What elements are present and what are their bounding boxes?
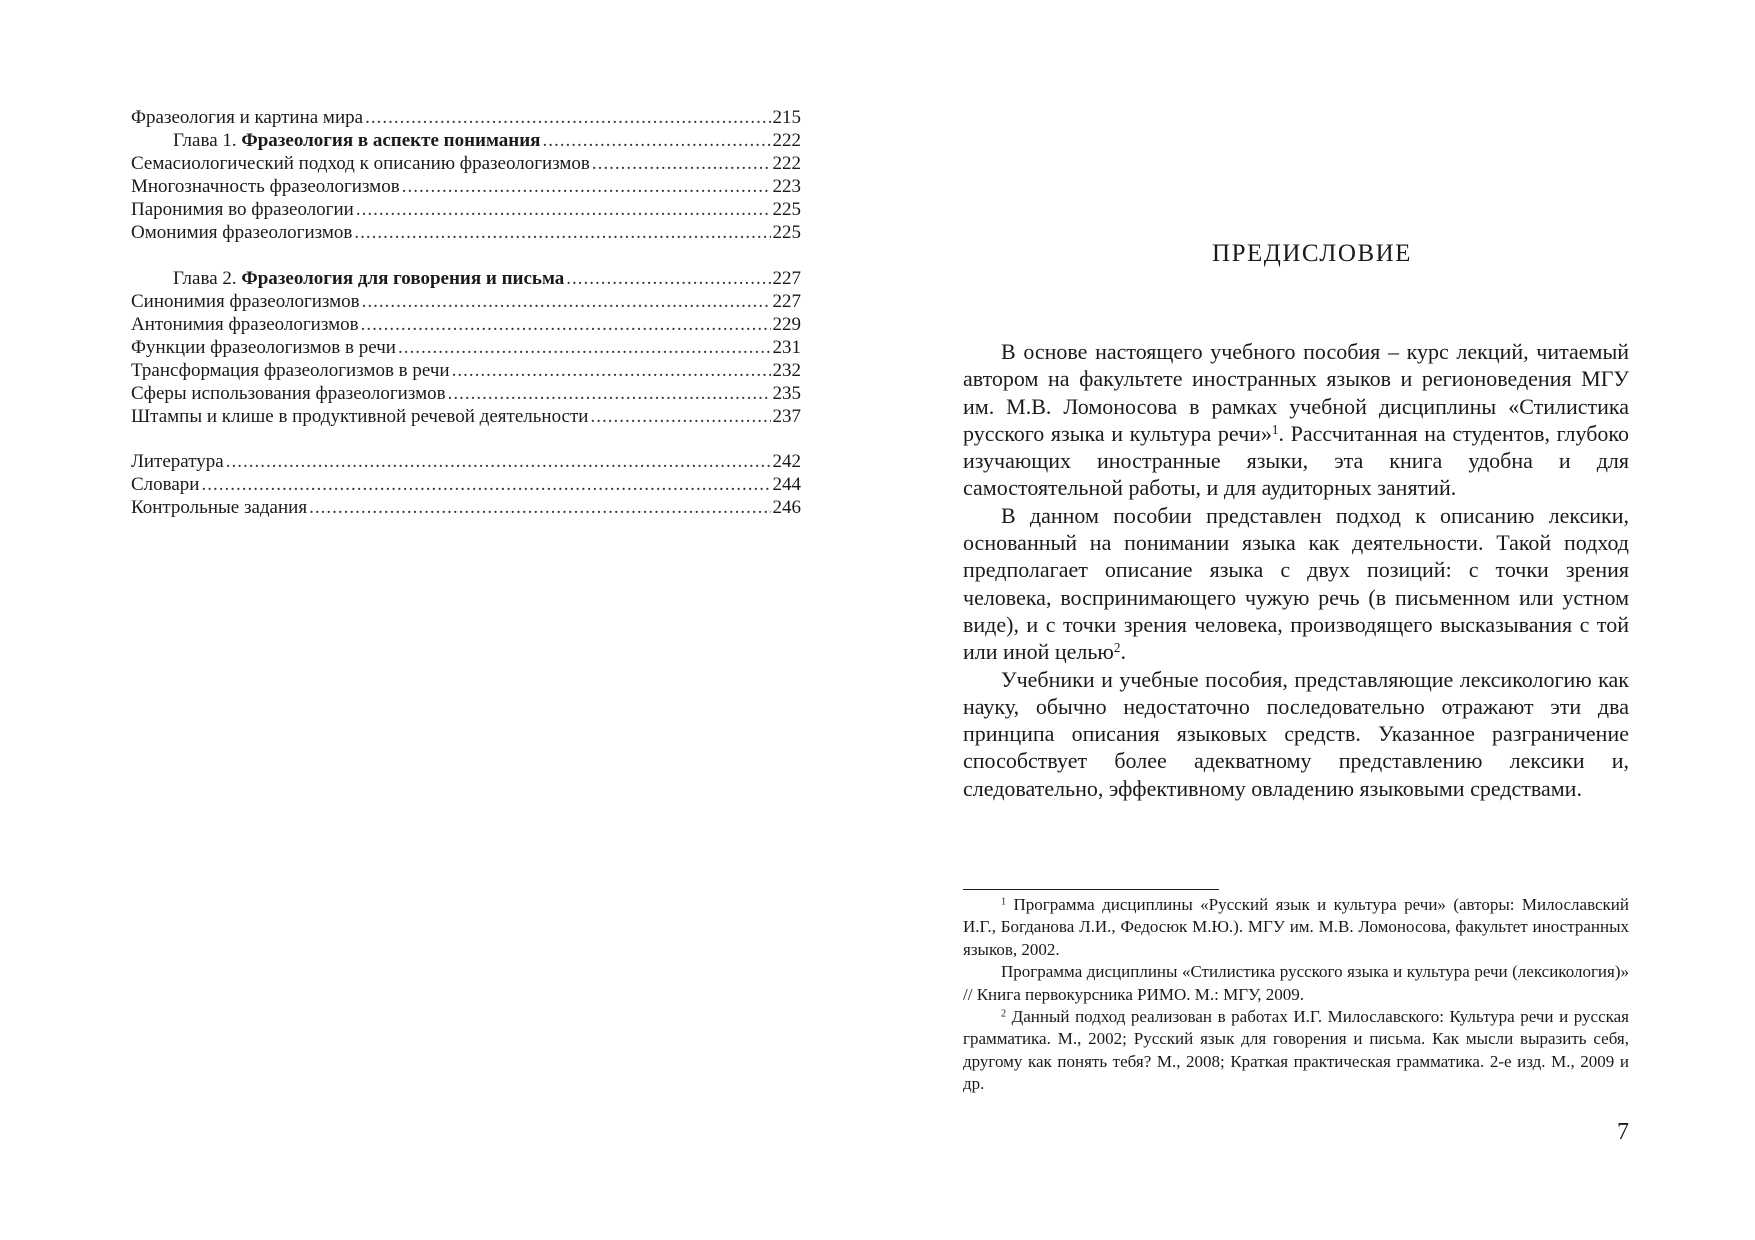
toc-chapter-entry[interactable] xyxy=(131,267,801,290)
toc-entry-title: Трансформация фразеологизмов в речи xyxy=(131,359,450,381)
footnote-2-marker: 2 xyxy=(1001,1008,1007,1020)
preface-paragraph-1-continuation: . Рассчитанная на студентов, глубоко изучающих иностранные языки, эта книга удобна и для самостоятельной работы, и для аудиторных занятий. xyxy=(963,420,1629,501)
toc-group-1 xyxy=(131,106,801,244)
toc-entry-page: 229 xyxy=(772,313,801,335)
toc-entry[interactable] xyxy=(131,382,801,405)
toc-chapter-name: Фразеология для говорения и письма xyxy=(241,267,565,289)
toc-leader-dots xyxy=(365,106,770,129)
toc-chapter-entry[interactable] xyxy=(131,129,801,152)
toc-entry[interactable] xyxy=(131,405,801,428)
toc-leader-dots xyxy=(201,473,770,496)
toc-entry[interactable] xyxy=(131,106,801,129)
toc-entry-title: Словари xyxy=(131,474,200,495)
toc-leader-dots xyxy=(452,359,771,382)
preface-paragraph-3: Учебники и учебные пособия, представляющие лексикологию как науку, обычно недостаточно последовательно отражают эти два принципа описания языковых средств. Указанное разграничение способствует более адекватному представлению лексики и, следовательно, эффективному овладению языковыми средствами. xyxy=(963,666,1629,801)
toc-entry-title: Паронимия во фразеологии xyxy=(131,199,354,220)
toc-entry-title: Многозначность фразеологизмов xyxy=(131,176,400,197)
footnote-ref-2[interactable]: 2 xyxy=(1113,640,1121,656)
toc-group-2 xyxy=(131,267,801,428)
toc-entry[interactable] xyxy=(131,496,801,519)
page-number: 7 xyxy=(1617,1119,1629,1145)
toc-entry-page: 227 xyxy=(772,290,801,312)
footnotes xyxy=(963,894,1629,1096)
toc-entry[interactable] xyxy=(131,175,801,198)
toc-entry-page: 237 xyxy=(772,405,801,427)
toc-entry-page: 231 xyxy=(772,336,801,358)
toc-leader-dots xyxy=(354,221,770,244)
toc-entry-page: 225 xyxy=(772,222,801,243)
preface-paragraph-2-continuation: . xyxy=(1120,639,1126,665)
toc-leader-dots xyxy=(590,405,770,428)
toc-entry-title: Сферы использования фразеологизмов xyxy=(131,382,446,404)
toc-entry-page: 246 xyxy=(772,497,801,518)
toc-entry[interactable] xyxy=(131,290,801,313)
footnote-1-text: Программа дисциплины «Русский язык и культура речи» (авторы: Милославский И.Г., Богданова Л.И., Федосюк М.Ю.). МГУ им. М.В. Ломоносова, факультет иностранных языков, 2002. xyxy=(963,895,1629,959)
toc-entry-page: 227 xyxy=(772,267,801,289)
toc-entry-title: Омонимия фразеологизмов xyxy=(131,222,353,243)
toc-leader-dots xyxy=(362,290,771,313)
footnote-2 xyxy=(963,1006,1629,1096)
toc-entry-title: Синонимия фразеологизмов xyxy=(131,290,360,312)
footnote-ref-1[interactable]: 1 xyxy=(1271,421,1279,437)
toc-entry[interactable] xyxy=(131,198,801,221)
toc-entry[interactable] xyxy=(131,450,801,473)
toc-leader-dots xyxy=(592,152,771,175)
right-page xyxy=(877,0,1755,1240)
toc-entry[interactable] xyxy=(131,336,801,359)
toc-entry-page: 242 xyxy=(772,451,801,472)
toc-entry-page: 222 xyxy=(772,130,801,151)
toc-entry-title: Семасиологический подход к описанию фразеологизмов xyxy=(131,153,590,174)
toc-entry-title: Штампы и клише в продуктивной речевой деятельности xyxy=(131,405,589,427)
toc-chapter-title xyxy=(131,129,540,152)
footnote-1-marker: 1 xyxy=(1001,896,1007,908)
toc-entry[interactable] xyxy=(131,221,801,244)
left-page xyxy=(0,0,877,1240)
toc-entry[interactable] xyxy=(131,359,801,382)
toc-leader-dots xyxy=(226,450,771,473)
toc-leader-dots xyxy=(356,198,771,221)
toc-leader-dots xyxy=(542,129,770,152)
toc-entry-page: 244 xyxy=(772,474,801,495)
toc-chapter-prefix: Глава 1. xyxy=(173,130,242,151)
toc-entry[interactable] xyxy=(131,152,801,175)
footnote-1-continuation: Программа дисциплины «Стилистика русского языка и культура речи (лексикология)» // Книга первокурсника РИМО. М.: МГУ, 2009. xyxy=(963,962,1629,1004)
toc-entry-page: 223 xyxy=(772,176,801,197)
toc-leader-dots xyxy=(309,496,770,519)
toc-entry[interactable] xyxy=(131,473,801,496)
toc-leader-dots xyxy=(448,382,771,405)
toc-chapter-name: Фразеология в аспекте понимания xyxy=(241,130,541,151)
toc-leader-dots xyxy=(566,267,770,290)
preface-paragraph-1 xyxy=(963,338,1629,502)
preface-paragraph-2 xyxy=(963,502,1629,666)
toc-group-3 xyxy=(131,450,801,519)
preface-paragraph-1-text: В основе настоящего учебного пособия – курс лекций, читаемый автором на факультете иностранных языков и регионоведения МГУ им. М.В. Ломоносова в рамках учебной дисциплины «Стилистика русского языка и культура речи» xyxy=(963,339,1629,446)
toc-entry-page: 235 xyxy=(772,382,801,404)
table-of-contents xyxy=(131,106,801,542)
toc-entry-title: Фразеология и картина мира xyxy=(131,107,364,128)
toc-chapter-prefix: Глава 2. xyxy=(173,267,242,289)
toc-entry-title: Антонимия фразеологизмов xyxy=(131,313,359,335)
preface-title: ПРЕДИСЛОВИЕ xyxy=(1212,239,1412,267)
toc-entry-page: 215 xyxy=(772,107,801,128)
preface-body xyxy=(963,338,1629,802)
footnote-2-text: Данный подход реализован в работах И.Г. Милославского: Культура речи и русская грамматика. М., 2002; Русский язык для говорения и письма. Как мысли выразить себя, другому как понять тебя? М., 2008; Краткая практическая грамматика. 2-е изд. М., 2009 и др. xyxy=(963,1007,1629,1094)
toc-entry-page: 222 xyxy=(772,153,801,174)
toc-leader-dots xyxy=(398,336,771,359)
footnote-1 xyxy=(963,894,1629,961)
toc-entry-page: 232 xyxy=(772,359,801,381)
toc-entry-title: Литература xyxy=(131,451,224,472)
toc-entry-title: Контрольные задания xyxy=(131,497,308,518)
toc-entry-title: Функции фразеологизмов в речи xyxy=(131,336,396,358)
toc-entry[interactable] xyxy=(131,313,801,336)
preface-paragraph-2-text: В данном пособии представлен подход к описанию лексики, основанный на понимании языка как деятельности. Такой подход предполагает описание языка с двух позиций: с точки зрения человека, воспринимающего чужую речь (в письменном или устном виде), и с точки зрения человека, производящего высказывания с той или иной целью xyxy=(963,502,1629,665)
toc-leader-dots xyxy=(361,313,771,336)
toc-leader-dots xyxy=(402,175,771,198)
toc-chapter-title xyxy=(131,267,564,290)
footnote-divider xyxy=(963,889,1219,890)
toc-entry-page: 225 xyxy=(772,199,801,220)
